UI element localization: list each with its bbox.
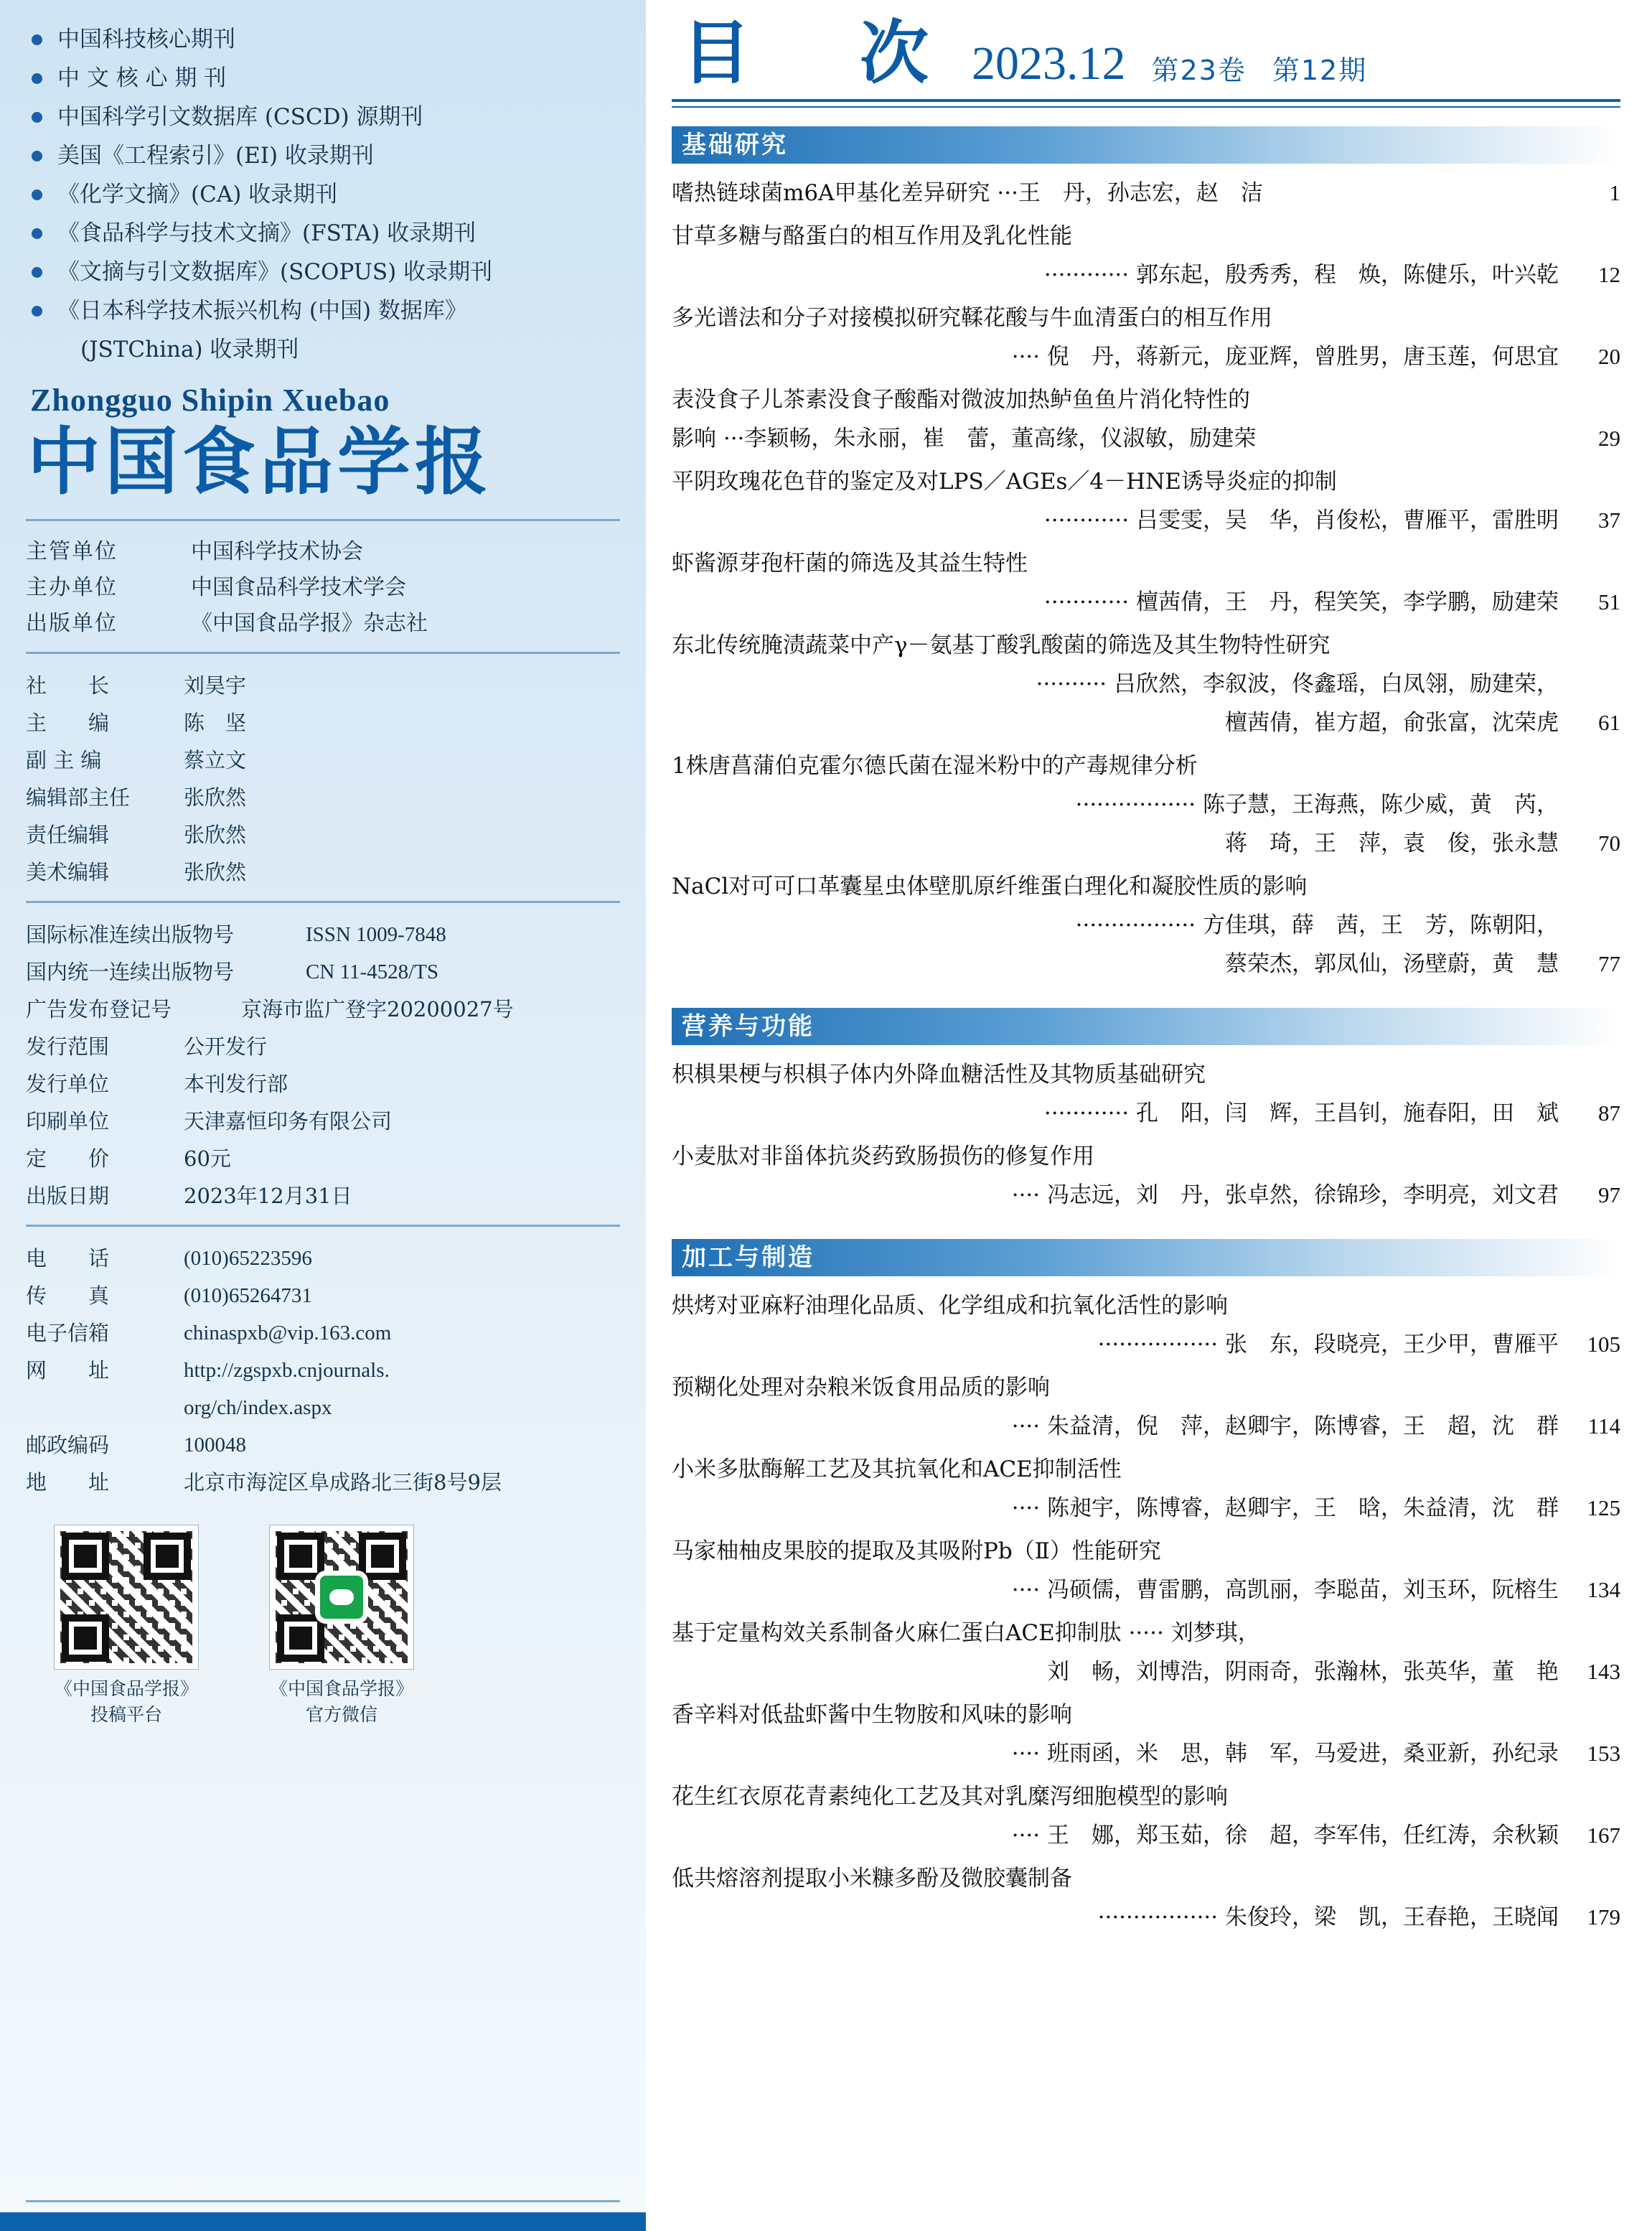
bullet-icon [32, 228, 42, 239]
row-label: 副 主 编 [26, 748, 102, 773]
row-value: 中国食品科学技术学会 [191, 575, 406, 601]
row-label: 网 址 [26, 1358, 110, 1383]
section-header-nutrition-function [672, 1008, 1620, 1045]
row-label: 社 长 [26, 673, 110, 698]
page-number: 153 [1587, 1741, 1620, 1766]
list-item [26, 175, 620, 214]
row-value: 北京市海淀区阜成路北三街8号9层 [184, 1470, 502, 1495]
row-label: 发行范围 [26, 1034, 110, 1060]
row-label: 印刷单位 [26, 1109, 110, 1134]
entry-text: 嗜热链球菌m6A甲基化差异研究 ···王 丹，孙志宏，赵 洁 [672, 180, 1263, 206]
entry-authors: ················· 张 东，段晓亮，王少甲，曹雁平 [1097, 1332, 1559, 1357]
indexing-badge-list [26, 20, 620, 369]
entry-title: 多光谱法和分子对接模拟研究鞣花酸与牛血清蛋白的相互作用 [672, 305, 1272, 331]
wechat-qr[interactable] [270, 1525, 413, 1669]
table-row [26, 1352, 620, 1389]
table-row [26, 1140, 620, 1177]
entry-authors: 蒋 琦，王 萍，袁 俊，张永慧 [1225, 831, 1559, 856]
table-row [26, 742, 620, 779]
table-row [26, 534, 620, 570]
bullet-icon [32, 306, 42, 317]
toc-entry[interactable] [672, 174, 1620, 212]
row-label: 地 址 [26, 1470, 110, 1495]
page-number: 37 [1598, 508, 1620, 533]
row-label: 国内统一连续出版物号 [26, 960, 235, 985]
submission-qr-block [55, 1525, 198, 1728]
entry-title: 平阴玫瑰花色苷的鉴定及对LPS／AGEs／4－HNE诱导炎症的抑制 [672, 469, 1337, 495]
toc-entry[interactable] [672, 747, 1620, 863]
toc-entry[interactable] [672, 1286, 1620, 1364]
entry-title: 表没食子儿茶素没食子酸酯对微波加热鲈鱼鱼片消化特性的 [672, 387, 1250, 413]
qr-corner-icon [62, 1614, 109, 1662]
list-item [26, 214, 620, 253]
entry-authors: ···· 倪 丹，蒋新元，庞亚辉，曾胜男，唐玉莲，何思宜 [1011, 344, 1559, 370]
row-label: 定 价 [26, 1146, 110, 1171]
section-header-processing-manufacturing [672, 1239, 1620, 1276]
table-row [26, 1240, 620, 1277]
toc-entry[interactable] [672, 1532, 1620, 1609]
entry-title: 预糊化处理对杂粮米饭食用品质的影响 [672, 1375, 1050, 1400]
row-value: 100048 [184, 1433, 246, 1457]
toc-entry[interactable] [672, 1055, 1620, 1133]
badge-label: 《文摘与引文数据库》(SCOPUS) 收录期刊 [57, 259, 493, 285]
page-number: 134 [1587, 1577, 1620, 1602]
toc-entry[interactable] [672, 1777, 1620, 1855]
badge-label: 《日本科学技术振兴机构 (中国) 数据库》 [57, 298, 467, 324]
qr-corner-icon [144, 1533, 191, 1580]
list-item [26, 253, 620, 291]
entry-authors: ············ 郭东起，殷秀秀，程 焕，陈健乐，叶兴乾 [1043, 262, 1559, 288]
entry-title: 虾酱源芽孢杆菌的筛选及其益生特性 [672, 551, 1028, 576]
badge-label: 中国科技核心期刊 [57, 27, 235, 52]
row-value: 天津嘉恒印务有限公司 [184, 1109, 393, 1134]
row-value: 本刊发行部 [184, 1072, 288, 1097]
list-item [26, 136, 620, 175]
toc-entry[interactable] [672, 1368, 1620, 1446]
row-label: 传 真 [26, 1283, 110, 1309]
page-number: 143 [1587, 1659, 1620, 1684]
toc-header [672, 13, 1620, 93]
qr-caption-line2: 投稿平台 [90, 1704, 163, 1726]
page-number: 77 [1598, 951, 1620, 976]
footer-bar [0, 2212, 646, 2231]
bullet-icon [32, 34, 42, 45]
qr-corner-icon [277, 1614, 324, 1662]
row-label: 美术编辑 [26, 860, 110, 885]
bullet-icon [32, 73, 42, 84]
row-value: 京海市监广登字20200027号 [241, 997, 514, 1022]
entry-authors: ···· 冯志远，刘 丹，张卓然，徐锦珍，李明亮，刘文君 [1011, 1182, 1559, 1208]
row-label: 出版单位 [26, 611, 118, 637]
toc-entry[interactable] [672, 1696, 1620, 1773]
row-label: 广告发布登记号 [26, 997, 172, 1022]
table-row [26, 1028, 620, 1065]
entry-authors: ···· 陈昶宇，陈博睿，赵卿宇，王 晗，朱益清，沈 群 [1011, 1495, 1559, 1521]
table-row [26, 1065, 620, 1103]
qr-caption-line1: 《中国食品学报》 [270, 1678, 414, 1700]
toc-entry[interactable] [672, 1614, 1620, 1691]
entry-authors: ················· 朱俊玲，梁 凯，王春艳，王晓闻 [1097, 1904, 1559, 1930]
entry-authors: ················· 陈子慧，王海燕，陈少威，黄 芮， [1075, 792, 1559, 818]
table-row [26, 667, 620, 704]
divider [672, 106, 1620, 108]
journal-masthead-panel [0, 0, 646, 2231]
entry-title: 烘烤对亚麻籽油理化品质、化学组成和抗氧化活性的影响 [672, 1293, 1228, 1319]
entry-title: 枳椇果梗与枳椇子体内外降血糖活性及其物质基础研究 [672, 1062, 1206, 1088]
entry-authors: ···· 班雨函，米 思，韩 军，马爱进，桑亚新，孙纪录 [1011, 1741, 1559, 1767]
list-item [26, 98, 620, 136]
entry-authors: 蔡荣杰，郭凤仙，汤壁蔚，黄 慧 [1225, 951, 1559, 977]
table-of-contents [646, 0, 1652, 2231]
page-number: 87 [1598, 1100, 1620, 1126]
table-row [26, 570, 620, 606]
entry-authors: ···· 冯硕儒，曹雷鹏，高凯丽，李聪苗，刘玉环，阮榕生 [1011, 1577, 1559, 1603]
row-label: 编辑部主任 [26, 785, 131, 810]
table-row [26, 991, 620, 1028]
page-number: 12 [1598, 262, 1620, 287]
row-label: 国际标准连续出版物号 [26, 922, 235, 948]
entry-title: 低共熔溶剂提取小米糠多酚及微胶囊制备 [672, 1866, 1072, 1891]
bullet-icon [32, 112, 42, 123]
issue-label: 第12期 [1272, 55, 1368, 87]
row-value: (010)65223596 [184, 1247, 312, 1271]
toc-entry[interactable] [672, 217, 1620, 294]
table-row [26, 853, 620, 891]
page-number: 167 [1587, 1823, 1620, 1848]
page-number: 179 [1587, 1904, 1620, 1930]
table-row [26, 606, 620, 642]
toc-entry[interactable] [672, 544, 1620, 622]
toc-entry[interactable] [672, 380, 1620, 458]
page-title: 目 次 [682, 13, 949, 93]
table-row [26, 1464, 620, 1501]
section-title: 加工与制造 [682, 1243, 815, 1272]
page-number: 51 [1598, 589, 1620, 614]
row-value: 陈 坚 [184, 711, 247, 736]
section-title: 营养与功能 [682, 1012, 815, 1041]
divider [26, 901, 620, 903]
row-label: 出版日期 [26, 1184, 110, 1209]
badge-label: (JSTChina) 收录期刊 [80, 337, 299, 363]
wechat-qr-block [270, 1525, 413, 1728]
list-item [26, 20, 620, 59]
entry-title: 基于定量构效关系制备火麻仁蛋白ACE抑制肽 ····· 刘梦琪， [672, 1620, 1260, 1646]
website-link-continued[interactable]: org/ch/index.aspx [184, 1396, 332, 1420]
page-number: 105 [1587, 1332, 1620, 1357]
entry-authors: ············ 檀茜倩，王 丹，程笑笑，李学鹏，励建荣 [1043, 589, 1559, 615]
page-number: 61 [1598, 710, 1620, 735]
row-value: (010)65264731 [184, 1284, 312, 1308]
entry-authors: ···· 王 娜，郑玉茹，徐 超，李军伟，任红涛，余秋颖 [1011, 1823, 1559, 1848]
entry-title: 花生红衣原花青素纯化工艺及其对乳糜泻细胞模型的影响 [672, 1784, 1228, 1810]
table-row [26, 916, 620, 953]
email-value[interactable]: chinaspxb@vip.163.com [184, 1322, 392, 1345]
row-value: ISSN 1009-7848 [306, 923, 446, 947]
entry-authors: ·········· 吕欣然，李叙波，佟鑫瑶，白凤翎，励建荣， [1036, 671, 1559, 697]
entry-title: 1株唐菖蒲伯克霍尔德氏菌在湿米粉中的产毒规律分析 [672, 753, 1198, 779]
submission-qr[interactable] [55, 1525, 198, 1669]
table-row [26, 779, 620, 816]
page-number: 125 [1587, 1495, 1620, 1520]
row-label: 主管单位 [26, 539, 118, 565]
row-label: 电 话 [26, 1246, 110, 1271]
wechat-icon [320, 1576, 363, 1619]
list-item [26, 59, 620, 98]
entry-title: NaCl对可可口革囊星虫体壁肌原纤维蛋白理化和凝胶性质的影响 [672, 874, 1308, 899]
qr-caption-line2: 官方微信 [306, 1704, 378, 1726]
table-row [26, 816, 620, 853]
table-row [26, 1314, 620, 1352]
qr-corner-icon [277, 1533, 324, 1580]
toc-entry[interactable] [672, 299, 1620, 376]
row-label: 邮政编码 [26, 1433, 110, 1458]
entry-authors: ················· 方佳琪，薛 茜，王 芳，陈朝阳， [1075, 912, 1559, 938]
row-value: 《中国食品学报》杂志社 [191, 611, 428, 637]
toc-entry[interactable] [672, 867, 1620, 983]
toc-entry[interactable] [672, 1450, 1620, 1528]
divider [26, 2200, 620, 2202]
entry-title: 马家柚柚皮果胶的提取及其吸附Pb（Ⅱ）性能研究 [672, 1538, 1161, 1564]
page-number: 114 [1587, 1413, 1620, 1439]
list-item [26, 330, 620, 369]
list-item [26, 291, 620, 330]
row-label: 发行单位 [26, 1072, 110, 1097]
divider [26, 519, 620, 521]
journal-title-chinese: 中国食品学报 [27, 420, 492, 505]
entry-title: 小米多肽酶解工艺及其抗氧化和ACE抑制活性 [672, 1456, 1122, 1482]
entry-authors: ···· 朱益清，倪 萍，赵卿宇，陈博睿，王 超，沈 群 [1011, 1413, 1559, 1439]
row-label: 电子信箱 [26, 1321, 110, 1346]
badge-label: 美国《工程索引》(EI) 收录期刊 [57, 143, 374, 169]
row-value: 张欣然 [184, 860, 247, 885]
row-value: 公开发行 [184, 1034, 268, 1060]
row-value: 2023年12月31日 [184, 1184, 352, 1209]
row-label: 主 编 [26, 711, 110, 736]
row-value: 张欣然 [184, 785, 247, 810]
bullet-icon [32, 151, 42, 162]
badge-label: 中 文 核 心 期 刊 [57, 65, 227, 91]
toc-entry[interactable] [672, 462, 1620, 540]
page-number: 29 [1598, 426, 1620, 451]
table-row [26, 1277, 620, 1314]
issue-date: 2023.12 [972, 37, 1126, 90]
website-link[interactable]: http://zgspxb.cnjournals. [184, 1359, 390, 1383]
page-number: 97 [1598, 1182, 1620, 1207]
row-value: 60元 [184, 1146, 231, 1171]
toc-entry[interactable] [672, 626, 1620, 742]
table-row [26, 1426, 620, 1464]
entry-title: 甘草多糖与酪蛋白的相互作用及乳化性能 [672, 223, 1072, 249]
table-row [26, 1177, 620, 1215]
qr-corner-icon [359, 1533, 406, 1580]
badge-label: 《食品科学与技术文摘》(FSTA) 收录期刊 [57, 220, 477, 246]
row-label: 主办单位 [26, 575, 118, 601]
qr-code-row [55, 1525, 620, 1728]
bullet-icon [32, 190, 42, 200]
row-label [26, 1389, 184, 1426]
divider [672, 99, 1620, 102]
page-number: 70 [1598, 831, 1620, 856]
journal-title-pinyin: Zhongguo Shipin Xuebao [30, 383, 390, 418]
entry-authors: 檀茜倩，崔方超，俞张富，沈荣虎 [1225, 710, 1559, 736]
entry-authors: 影响 ···李颖畅，朱永丽，崔 蕾，董高缘，仪淑敏，励建荣 [672, 426, 1257, 452]
divider [26, 1225, 620, 1227]
qr-corner-icon [62, 1533, 109, 1580]
row-value: 刘昊宇 [184, 673, 247, 698]
bullet-icon [32, 267, 42, 278]
table-row [26, 953, 620, 991]
volume-label: 第23卷 [1151, 55, 1247, 87]
table-row [26, 1103, 620, 1140]
section-title: 基础研究 [682, 131, 788, 159]
page-number: 20 [1598, 344, 1620, 369]
entry-authors: 刘 畅，刘博浩，阴雨奇，张瀚林，张英华，董 艳 [1047, 1659, 1559, 1685]
row-value: 张欣然 [184, 823, 247, 848]
entry-title: 香辛料对低盐虾酱中生物胺和风味的影响 [672, 1702, 1072, 1728]
entry-authors: ············ 吕雯雯，吴 华，肖俊松，曹雁平，雷胜明 [1043, 508, 1559, 533]
toc-entry[interactable] [672, 1137, 1620, 1215]
entry-title: 东北传统腌渍蔬菜中产γ－氨基丁酸乳酸菌的筛选及其生物特性研究 [672, 632, 1330, 658]
badge-label: 中国科学引文数据库 (CSCD) 源期刊 [57, 104, 423, 130]
row-value: 蔡立文 [184, 748, 247, 773]
table-row [26, 1389, 620, 1426]
toc-entry[interactable] [672, 1859, 1620, 1937]
entry-authors: ············ 孔 阳，闫 辉，王昌钊，施春阳，田 斌 [1043, 1100, 1559, 1126]
row-value: CN 11-4528/TS [306, 960, 439, 984]
section-header-basic-research [672, 126, 1620, 164]
divider [26, 652, 620, 654]
badge-label: 《化学文摘》(CA) 收录期刊 [57, 182, 338, 207]
entry-title: 小麦肽对非甾体抗炎药致肠损伤的修复作用 [672, 1143, 1094, 1169]
row-label: 责任编辑 [26, 823, 110, 848]
table-row [26, 704, 620, 742]
row-value: 中国科学技术协会 [191, 539, 363, 565]
page-number: 1 [1609, 180, 1620, 205]
qr-caption-line1: 《中国食品学报》 [55, 1678, 199, 1700]
